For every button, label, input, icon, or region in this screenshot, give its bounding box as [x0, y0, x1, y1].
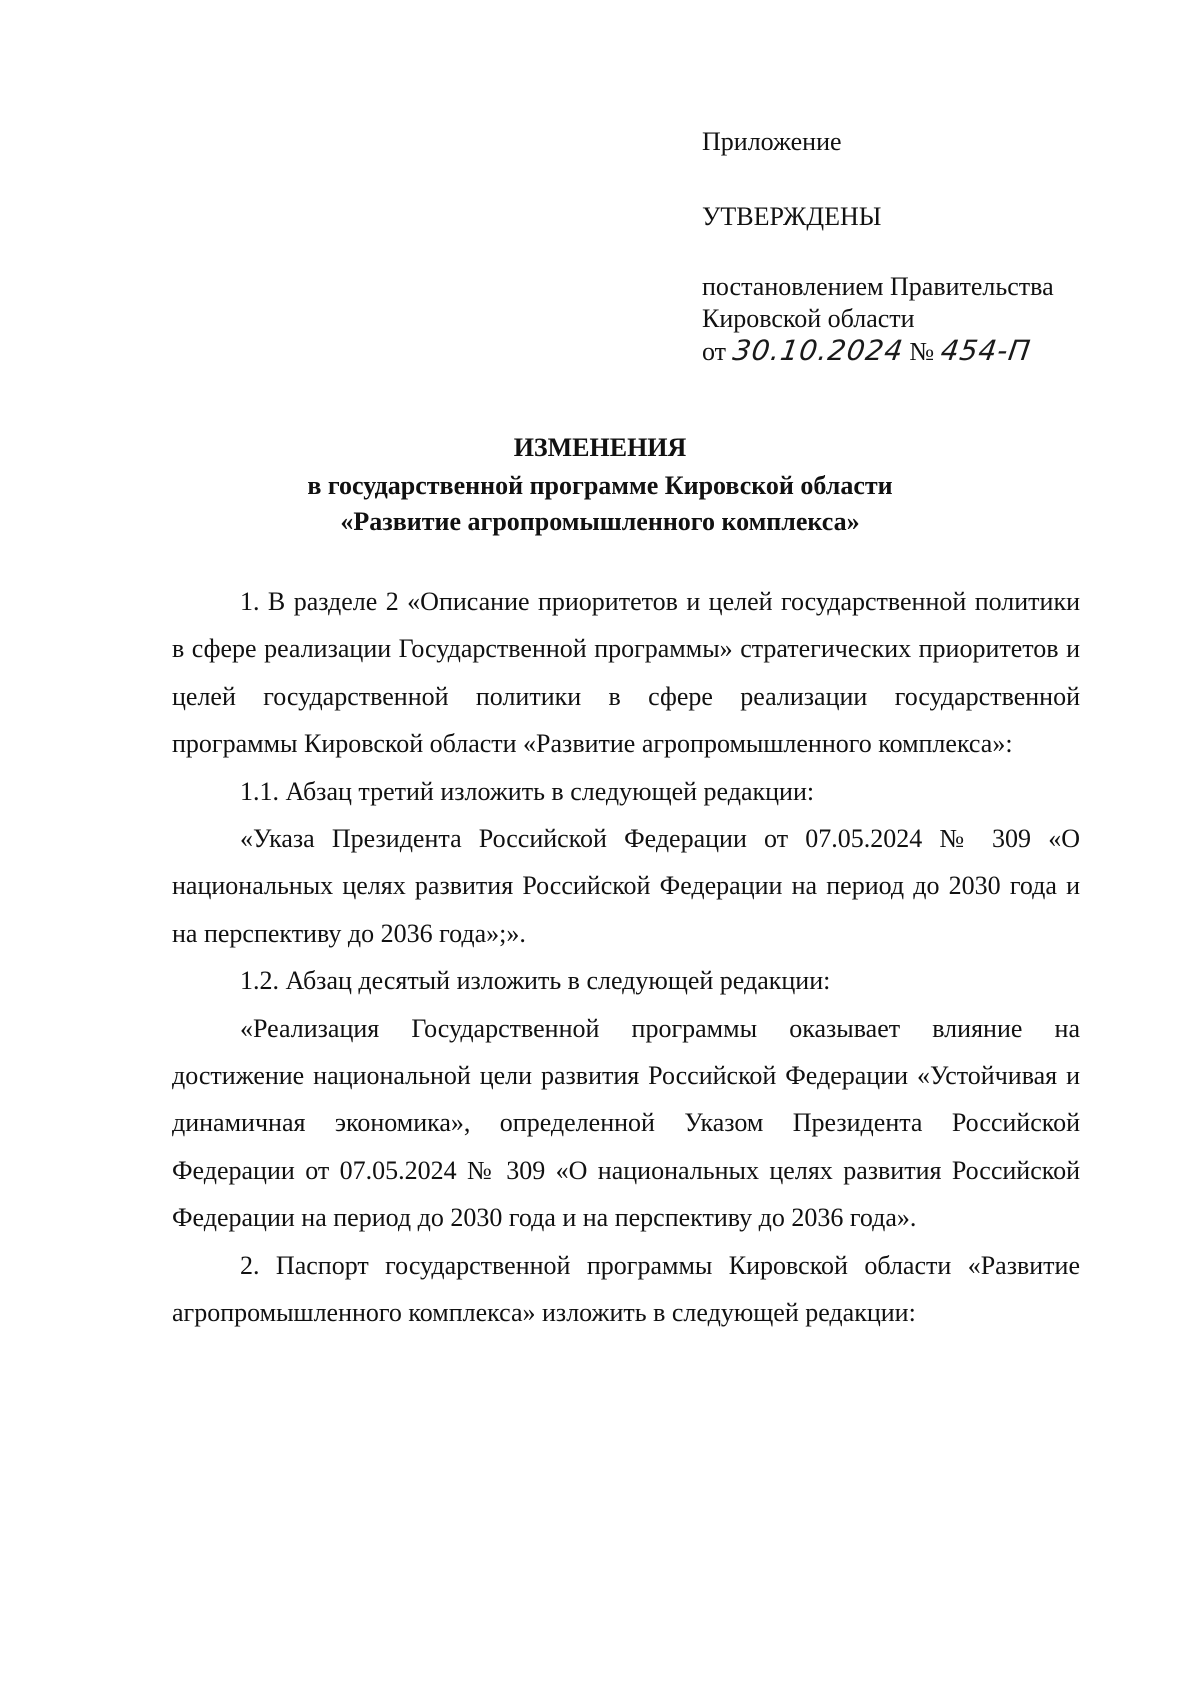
paragraph-1-2-text: «Реализация Государственной программы оказывает влияние на достижение национальной цели развития Российской Федерации «Устойчивая и динамичная экономика», определенной Указом Президента Российской Федерации от 07.05.2024 № 309 «О национальных целях развития Российской Федерации на период до 2030 года и на перспективу до 2036 года».	[172, 1013, 1080, 1233]
approval-date-line	[702, 334, 1033, 369]
heading-subtitle-line2: «Развитие агропромышленного комплекса»	[340, 507, 860, 536]
document-body	[172, 578, 1080, 1337]
approved-stamp-text: УТВЕРЖДЕНЫ	[702, 202, 882, 231]
number-sign: №	[909, 337, 935, 366]
date-prefix: от	[702, 337, 727, 366]
approved-by-line2: Кировской области	[702, 304, 915, 333]
paragraph-2: 2. Паспорт государственной программы Кировской области «Развитие агропромышленного комплекса» изложить в следующей редакции:	[172, 1250, 1080, 1328]
paragraph-1-1-text: «Указа Президента Российской Федерации от 07.05.2024 № 309 «О национальных целях развития Российской Федерации на период до 2030 года и на перспективу до 2036 года»;».	[172, 824, 1080, 948]
handwritten-date: 30.10.2024	[730, 334, 906, 367]
handwritten-number: 454-П	[938, 334, 1033, 367]
paragraph-1: 1. В разделе 2 «Описание приоритетов и целей государственной политики в сфере реализации Государственной программы» стратегических приоритетов и целей государственной политики в сфере реализации государственной программы Кировской области «Развитие агропромышленного комплекса»:	[172, 587, 1080, 759]
approved-by-line1: постановлением Правительства	[702, 272, 1054, 301]
paragraph-1-2: 1.2. Абзац десятый изложить в следующей редакции:	[240, 966, 831, 996]
heading-title: ИЗМЕНЕНИЯ	[513, 433, 687, 462]
appendix-label: Приложение	[702, 127, 842, 156]
heading-subtitle-line1: в государственной программе Кировской области	[307, 471, 893, 500]
paragraph-1-1: 1.1. Абзац третий изложить в следующей редакции:	[240, 776, 815, 806]
